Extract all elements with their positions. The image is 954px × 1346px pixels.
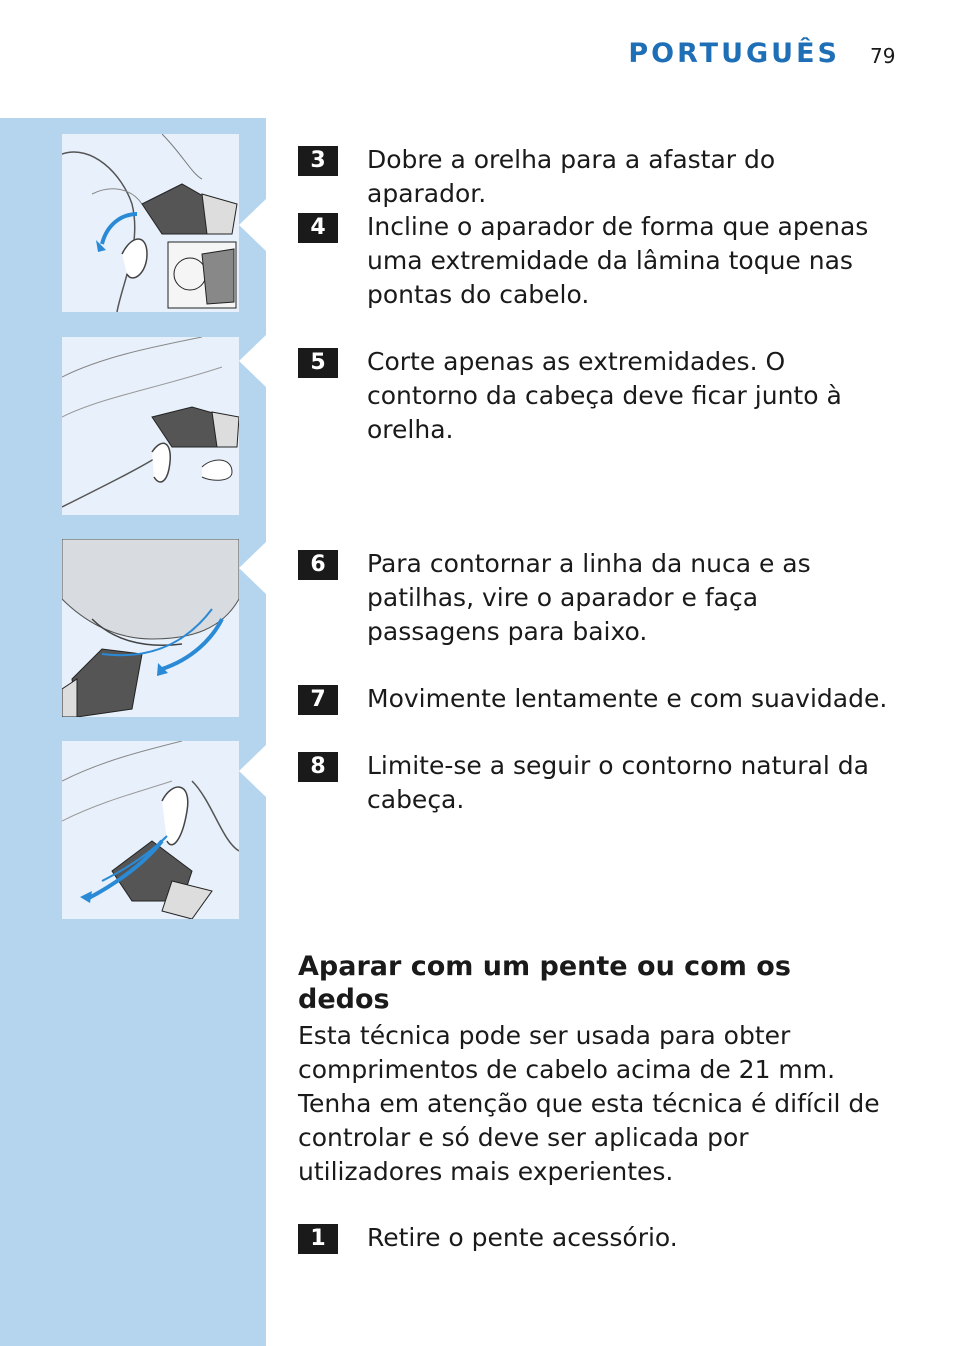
step-number: 5: [298, 348, 338, 378]
step-number: 1: [298, 1224, 338, 1254]
illustration-fold-ear: [62, 134, 239, 312]
notch: [239, 542, 266, 594]
step-text: Dobre a orelha para a afastar do aparador.: [367, 145, 776, 208]
step-number: 3: [298, 146, 338, 176]
notch: [239, 199, 266, 251]
illustration-natural-contour: [62, 741, 239, 919]
step-number: 6: [298, 550, 338, 580]
illustration-trim-ends: [62, 337, 239, 515]
step-text: Incline o aparador de forma que apenas uma extremidade da lâmina toque nas pontas do cabelo.: [367, 212, 869, 309]
step-number: 8: [298, 752, 338, 782]
step-text: Retire o pente acessório.: [367, 1223, 678, 1252]
section-body: Esta técnica pode ser usada para obter comprimentos de cabelo acima de 21 mm. Tenha em atenção que esta técnica é difícil de controlar e só deve ser aplicada por utilizadores mais experientes.: [298, 1021, 880, 1186]
language-header: PORTUGUÊS: [628, 38, 840, 69]
notch: [239, 335, 266, 387]
section-title: Aparar com um pente ou com os dedos: [298, 951, 791, 1015]
ear-fold-drawing: [62, 134, 239, 312]
neckline-drawing: [62, 539, 239, 717]
notch: [239, 745, 266, 797]
step-text: Movimente lentamente e com suavidade.: [367, 684, 888, 713]
step-text: Limite-se a seguir o contorno natural da cabeça.: [367, 751, 869, 814]
step-number: 4: [298, 213, 338, 243]
page-number: 79: [870, 44, 896, 68]
illustration-neckline: [62, 539, 239, 717]
step-text: Para contornar a linha da nuca e as patilhas, vire o aparador e faça passagens para baixo.: [367, 549, 811, 646]
step-text: Corte apenas as extremidades. O contorno da cabeça deve ficar junto à orelha.: [367, 347, 842, 444]
step-number: 7: [298, 685, 338, 715]
natural-contour-drawing: [62, 741, 239, 919]
trim-ends-drawing: [62, 337, 239, 515]
